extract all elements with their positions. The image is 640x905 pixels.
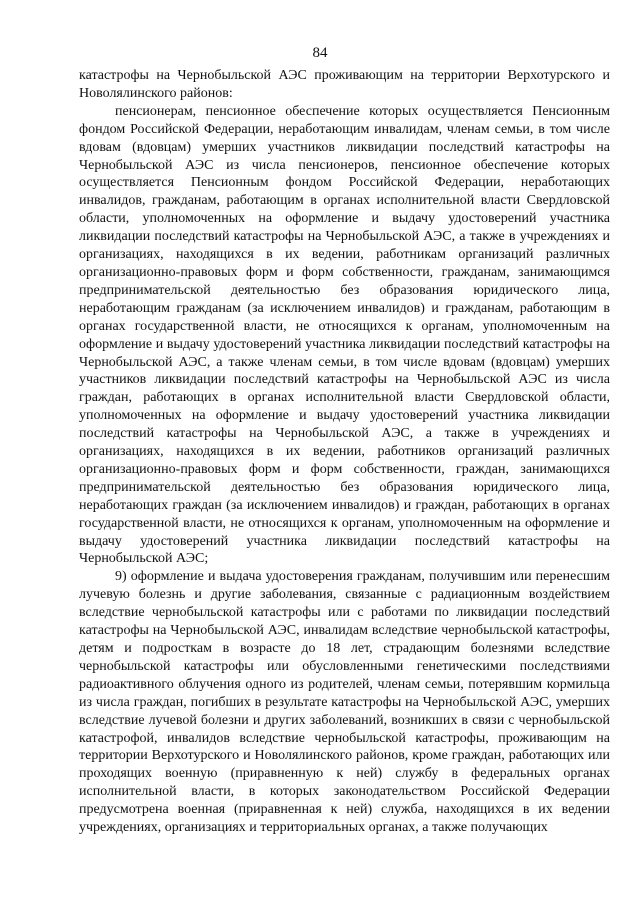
paragraph-continuation: катастрофы на Чернобыльской АЭС проживающим на территории Верхотурского и Новолялинского районов:: [79, 68, 610, 101]
page-number: 84: [312, 45, 328, 61]
body-text: [79, 67, 610, 837]
paragraph-item-9: 9) оформление и выдача удостоверения гражданам, получившим или перенесшим лучевую болезнь и другие заболевания, связанные с радиационным воздействием вследствие чернобыльской катастрофы или с работами по ликвидации последствий катастрофы на Чернобыльской АЭС, инвалидам вследствие чернобыльской катастрофы, детям и подросткам в возрасте до 18 лет, страдающим болезнями вследствие чернобыльской катастрофы или обусловленными генетическими последствиями радиоактивного облучения одного из родителей, членам семьи, потерявшим кормильца из числа граждан, погибших в результате катастрофы на Чернобыльской АЭС, умерших вследствие лучевой болезни и других заболеваний, возникших в связи с чернобыльской катастрофой, инвалидов вследствие чернобыльской катастрофы, проживающим на территории Верхотурского и Новолялинского районов, кроме граждан, работающих или проходящих военную (приравненную к ней) службу в федеральных органах исполнительной власти, в которых законодательством Российской Федерации предусмотрена военная (приравненная к ней) служба, находящихся в их ведении учреждениях, организациях и территориальных органах, а также получающих: [79, 569, 610, 836]
paragraph-pensioners: пенсионерам, пенсионное обеспечение которых осуществляется Пенсионным фондом Российской Федерации, неработающим инвалидам, членам семьи, в том числе вдовам (вдовцам) умерших участников ликвидации последствий катастрофы на Чернобыльской АЭС из числа пенсионеров, пенсионное обеспечение которых осуществляется Пенсионным фондом Российской Федерации, неработающих инвалидов, гражданам, работающим в органах исполнительной власти Свердловской области, уполномоченных на оформление и выдачу удостоверений участника ликвидации последствий катастрофы на Чернобыльской АЭС, а также в учреждениях и организациях, находящихся в их ведении, работникам организаций различных организационно-правовых форм и форм собственности, гражданам, занимающимся предпринимательской деятельностью без образования юридического лица, неработающим гражданам (за исключением инвалидов) и гражданам, работающим в органах государственной власти, не относящихся к органам, уполномоченным на оформление и выдачу удостоверений участника ликвидации последствий катастрофы на Чернобыльской АЭС, а также членам семьи, в том числе вдовам (вдовцам) умерших участников ликвидации последствий катастрофы на Чернобыльской АЭС из числа граждан, работающих в органах исполнительной власти Свердловской области, уполномоченных на оформление и выдачу удостоверений участника ликвидации последствий катастрофы на Чернобыльской АЭС, а также в учреждениях и организациях, находящихся в их ведении, работников организаций различных организационно-правовых форм и форм собственности, граждан, занимающихся предпринимательской деятельностью без образования юридического лица, неработающих граждан (за исключением инвалидов) и граждан, работающих в органах государственной власти, не относящихся к органам, уполномоченным на оформление и выдачу удостоверений участника ликвидации последствий катастрофы на Чернобыльской АЭС;: [79, 103, 610, 567]
